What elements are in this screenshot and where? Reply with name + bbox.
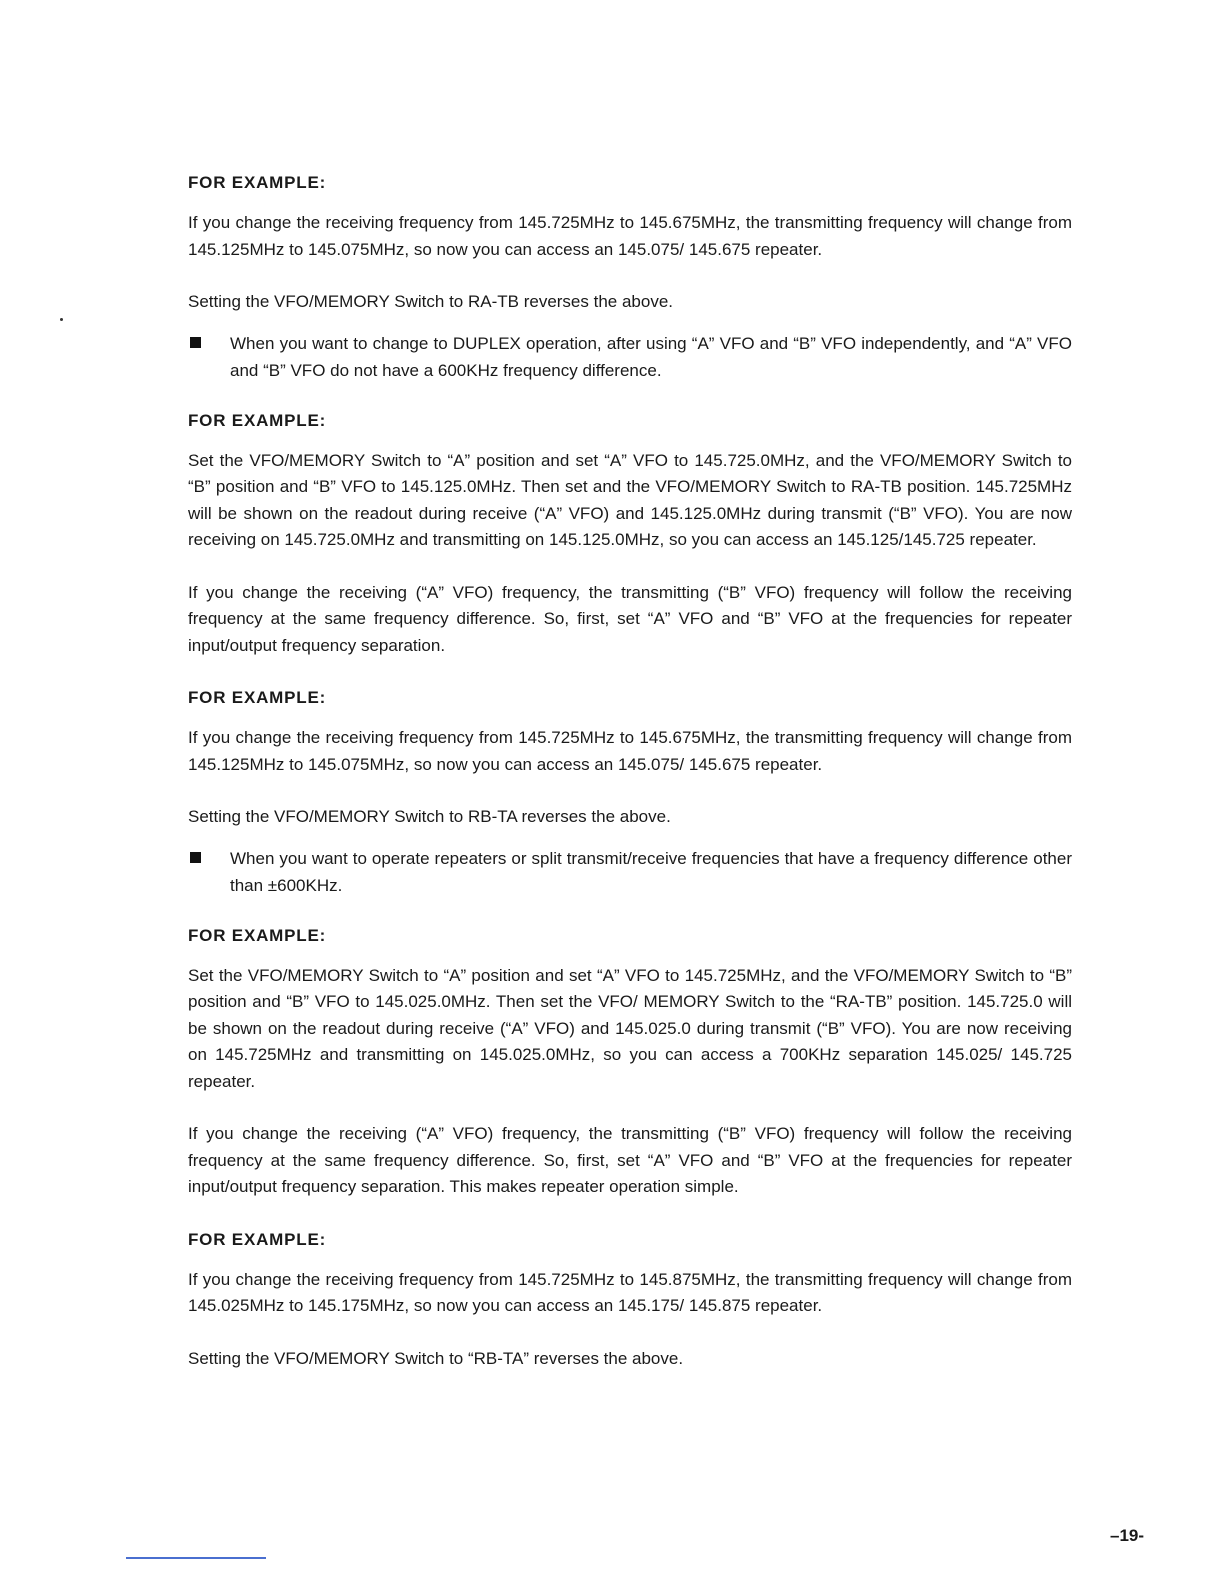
bullet-square-icon bbox=[190, 337, 201, 348]
reverse-note-3: Setting the VFO/MEMORY Switch to “RB-TA” reverses the above. bbox=[188, 1348, 684, 1368]
example-heading-3: FOR EXAMPLE: bbox=[188, 688, 327, 707]
follow-paragraph-1: If you change the receiving (“A” VFO) frequency, the transmitting (“B” VFO) frequency will follow the receiving frequency at the same frequency difference. So, first, set “A” VFO and “B” VFO at the frequencies for repeater input/output frequency separation. bbox=[188, 582, 1072, 655]
example-paragraph-3: If you change the receiving frequency from 145.725MHz to 145.675MHz, the transmitting frequency will change from 145.125MHz to 145.075MHz, so now you can access an 145.075/ 145.675 repeater. bbox=[188, 728, 1072, 774]
reverse-note-1: Setting the VFO/MEMORY Switch to RA-TB reverses the above. bbox=[188, 292, 674, 311]
example-heading-2: FOR EXAMPLE: bbox=[188, 410, 327, 430]
bullet-item-split bbox=[188, 845, 1072, 899]
manual-page-body bbox=[188, 170, 1072, 1398]
example-paragraph-2: Set the VFO/MEMORY Switch to “A” position and set “A” VFO to 145.725.0MHz, and the VFO/MEMORY Switch to “B” position and “B” VFO to 145.125.0MHz. Then set and the VFO/MEMORY Switch to RA-TB position. 145.725MHz will be shown on the readout during receive (“A” VFO) and 145.125.0MHz during transmit (“B” VFO). You are now receiving on 145.725.0MHz and transmitting on 145.125.0MHz, so you can access an 145.125/145.725 repeater. bbox=[188, 450, 1072, 549]
bullet-item-duplex bbox=[188, 330, 1072, 384]
page-number: –19- bbox=[1110, 1526, 1145, 1545]
example-heading-1: FOR EXAMPLE: bbox=[188, 173, 327, 192]
example-paragraph-5: If you change the receiving frequency from 145.725MHz to 145.875MHz, the transmitting frequency will change from 145.025MHz to 145.175MHz, so now you can access an 145.175/ 145.875 repeater. bbox=[188, 1269, 1072, 1315]
bullet-text-split: When you want to operate repeaters or split transmit/receive frequencies that have a frequency difference other than ±600KHz. bbox=[230, 848, 1072, 895]
example-paragraph-1: If you change the receiving frequency from 145.725MHz to 145.675MHz, the transmitting frequency will change from 145.125MHz to 145.075MHz, so now you can access an 145.075/ 145.675 repeater. bbox=[188, 213, 1072, 259]
stray-mark bbox=[60, 318, 63, 321]
example-heading-5: FOR EXAMPLE: bbox=[188, 1229, 327, 1249]
example-paragraph-4: Set the VFO/MEMORY Switch to “A” position and set “A” VFO to 145.725MHz, and the VFO/MEMORY Switch to “B” position and “B” VFO to 145.025.0MHz. Then set the VFO/ MEMORY Switch to the “RA-TB” position. 145.725.0 will be shown on the readout during receive (“A” VFO) and 145.025.0 during transmit (“B” VFO). You are now receiving on 145.725MHz and transmitting on 145.025.0MHz, so you can access a 700KHz separation 145.025/ 145.725 repeater. bbox=[188, 965, 1072, 1091]
example-heading-4: FOR EXAMPLE: bbox=[188, 925, 327, 945]
bullet-square-icon bbox=[190, 852, 201, 863]
follow-paragraph-2: If you change the receiving (“A” VFO) frequency, the transmitting (“B” VFO) frequency will follow the receiving frequency at the same frequency difference. So, first, set “A” VFO and “B” VFO at the frequencies for repeater input/output frequency separation. This makes repeater operation simple. bbox=[188, 1124, 1072, 1196]
reverse-note-2: Setting the VFO/MEMORY Switch to RB-TA reverses the above. bbox=[188, 807, 671, 826]
bullet-text-duplex: When you want to change to DUPLEX operation, after using “A” VFO and “B” VFO independently, and “A” VFO and “B” VFO do not have a 600KHz frequency difference. bbox=[230, 333, 1072, 380]
bottom-rule bbox=[126, 1557, 266, 1559]
